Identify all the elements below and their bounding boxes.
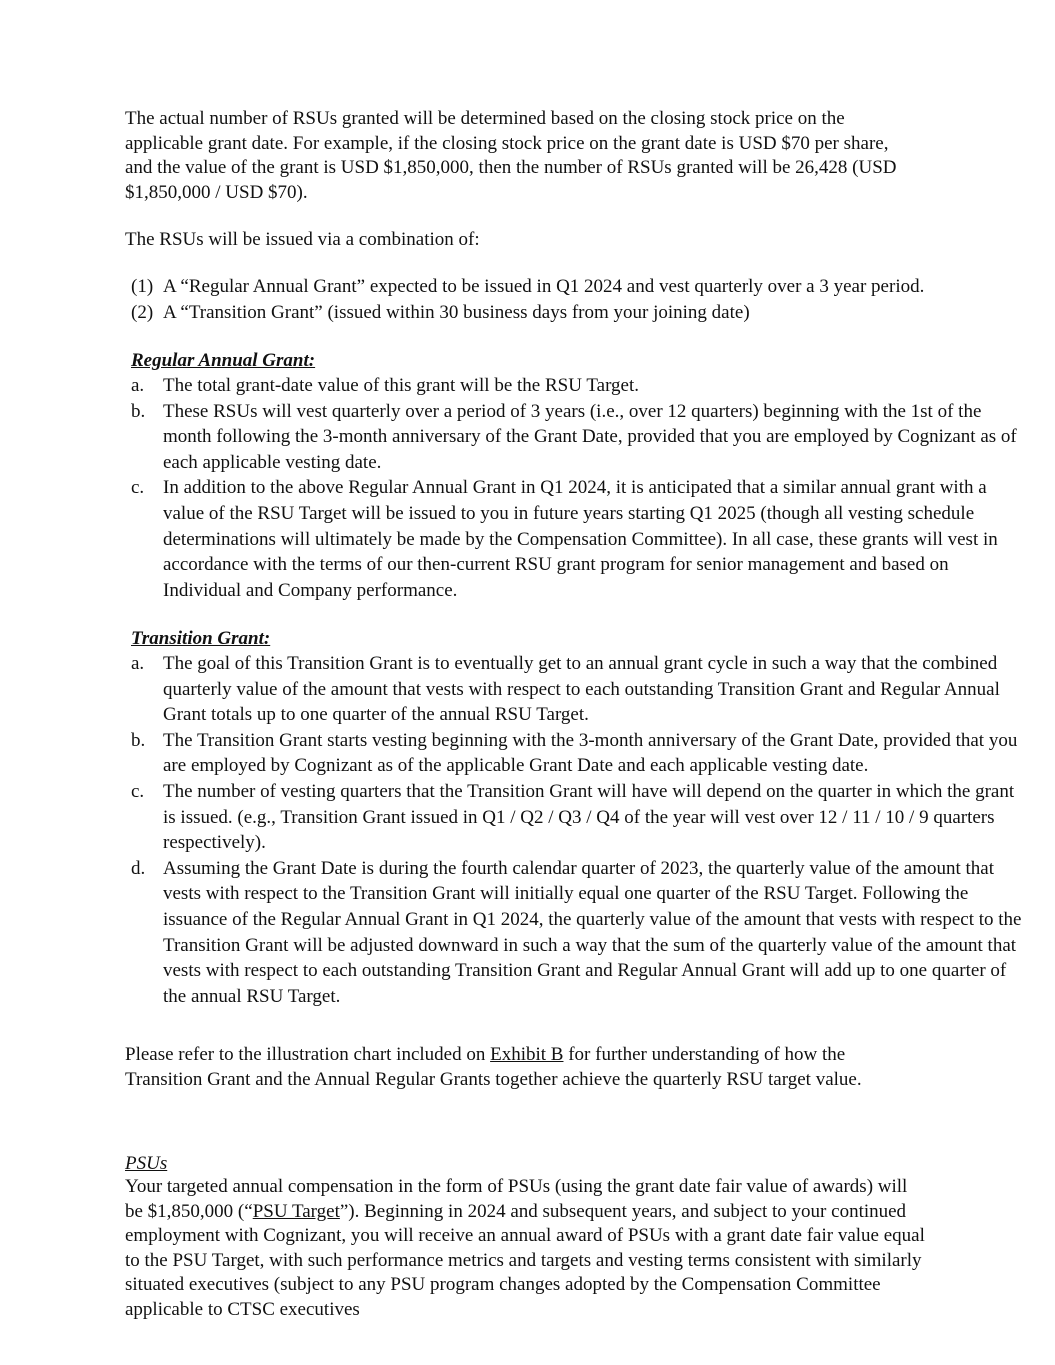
item-text: The total grant-date value of this grant will be the RSU Target.: [163, 375, 640, 396]
psu-heading: PSUs: [125, 1153, 168, 1174]
grant-types-list: [131, 274, 1031, 325]
list-item: [131, 651, 1031, 728]
list-item: [131, 728, 1031, 779]
list-item: [131, 856, 1031, 1010]
item-text: These RSUs will vest quarterly over a period of 3 years (i.e., over 12 quarters) beginning with the 1st of the month following the 3-month anniversary of the Grant Date, provided that you are employed by Cognizant as of each applicable vesting date.: [163, 400, 1017, 473]
list-item: [131, 475, 1031, 603]
refer-text-after: for further understanding of how the Transition Grant and the Annual Regular Grants together achieve the quarterly RSU target value.: [125, 1044, 862, 1090]
exhibit-reference-paragraph: [125, 1043, 925, 1092]
psu-target-term: PSU Target: [252, 1200, 340, 1222]
transition-grant-list: [131, 651, 1031, 1009]
list-item: [131, 373, 1031, 399]
refer-text-before: Please refer to the illustration chart included on: [125, 1044, 491, 1065]
item-text: In addition to the above Regular Annual Grant in Q1 2024, it is anticipated that a similar annual grant with a value of the RSU Target will be issued to you in future years starting Q1 2025 (though all vesting schedule determinations will ultimately be made by the Compensation Committee). In all case, these grants will vest in accordance with the terms of our then-current RSU grant program for senior management and based on Individual and Company performance.: [163, 477, 998, 601]
list-item: [131, 274, 1031, 300]
item-marker: (2): [131, 301, 154, 323]
list-item: [131, 300, 1031, 326]
rsu-number-paragraph: The actual number of RSUs granted will be determined based on the closing stock price on the applicable grant date. For example, if the closing stock price on the grant date is USD $70 per share, and the value of the grant is USD $1,850,000, then the number of RSUs granted will be 26,428 (USD $1,850,000 / USD $70).: [125, 108, 897, 203]
item-marker: (1): [131, 276, 154, 297]
psu-text-1: Your targeted annual compensation in the form of PSUs (using the grant date fair value of awards) will be $1,850,000 (“: [125, 1176, 908, 1222]
item-marker: b.: [131, 400, 146, 422]
item-marker: c.: [131, 780, 145, 802]
item-text: A “Transition Grant” (issued within 30 business days from your joining date): [163, 301, 750, 323]
psu-paragraph: [125, 1175, 925, 1322]
regular-grant-heading: Regular Annual Grant:: [131, 350, 316, 371]
item-text: The Transition Grant starts vesting beginning with the 3-month anniversary of the Grant Date, provided that you are employed by Cognizant as of the applicable Grant Date and each applicable vesting date.: [163, 729, 1018, 777]
item-marker: c.: [131, 477, 145, 499]
regular-grant-list: [131, 373, 1031, 603]
item-marker: a.: [131, 653, 145, 674]
psu-text-2: ”). Beginning in 2024 and subsequent years, and subject to your continued employment with Cognizant, you will receive an annual award of PSUs with a grant date fair value equal to the PSU Target, with such performance metrics and targets and vesting terms consistent with similarly situated executives (subject to any PSU program changes adopted by the Compensation Committee applicable to CTSC executives: [125, 1200, 925, 1320]
combination-intro: The RSUs will be issued via a combination of:: [125, 229, 480, 250]
item-text: The goal of this Transition Grant is to eventually get to an annual grant cycle in such a way that the combined quarterly value of the amount that vests with respect to each outstanding Transition Grant and Regular Annual Grant totals up to one quarter of the annual RSU Target.: [163, 653, 1000, 726]
item-text: The number of vesting quarters that the Transition Grant will have will depend on the quarter in which the grant is issued. (e.g., Transition Grant issued in Q1 / Q2 / Q3 / Q4 of the year will vest over 12 / 11 / 10 / 9 quarters respectively).: [163, 780, 1015, 854]
exhibit-b-reference: Exhibit B: [490, 1044, 564, 1065]
item-marker: a.: [131, 375, 145, 396]
item-text: Assuming the Grant Date is during the fourth calendar quarter of 2023, the quarterly value of the amount that vests with respect to the Transition Grant will initially equal one quarter of the RSU Target. Following the issuance of the Regular Annual Grant in Q1 2024, the quarterly value of the amount that vests with respect to the Transition Grant will be adjusted downward in such a way that the sum of the quarterly value of the amount that vests with respect to each outstanding Transition Grant and Regular Annual Grant will add up to one quarter of the annual RSU Target.: [163, 857, 1022, 1007]
transition-grant-heading: Transition Grant:: [131, 628, 271, 649]
list-item: [131, 779, 1031, 856]
item-text: A “Regular Annual Grant” expected to be issued in Q1 2024 and vest quarterly over a 3 year period.: [163, 276, 925, 297]
item-marker: d.: [131, 857, 146, 879]
list-item: [131, 399, 1031, 476]
item-marker: b.: [131, 729, 146, 751]
